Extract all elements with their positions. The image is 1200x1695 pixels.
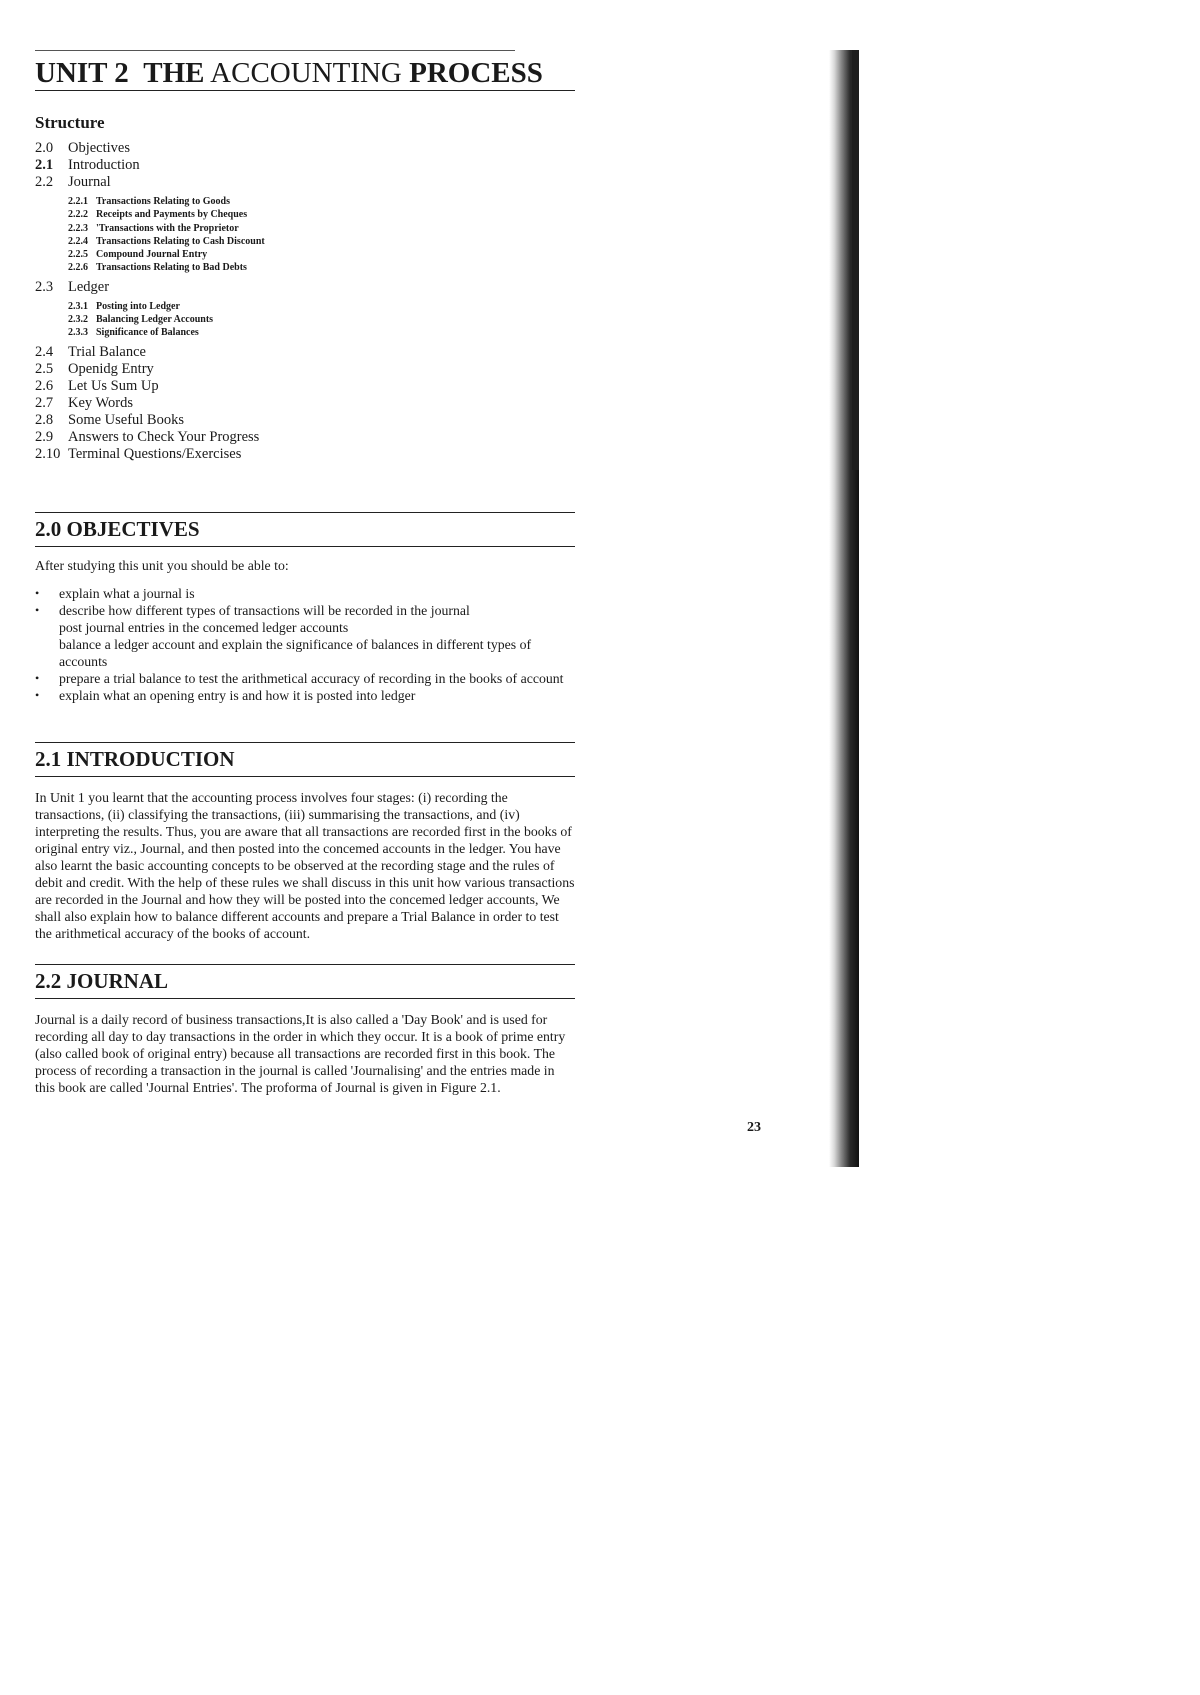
unit-title-the: THE (143, 57, 205, 89)
toc-item: 2.0 Objectives (35, 140, 131, 156)
structure-heading: Structure (35, 113, 105, 132)
toc-item: 2.6 Let Us Sum Up (35, 377, 159, 394)
section-heading-objectives: 2.0 OBJECTIVES (35, 512, 575, 547)
toc-subitem: 2.3.2 Balancing Ledger Accounts (68, 314, 214, 326)
toc-item: 2.3 Ledger (35, 278, 110, 295)
toc-item: 2.5 Openidg Entry (35, 360, 154, 377)
toc-item: 2.8 Some Useful Books (35, 411, 184, 428)
introduction-paragraph: In Unit 1 you learnt that the accounting process involves four stages: (i) recording the transactions, (ii) classifying the transactions, (iii) summarising the transactions, and (iv) interpreting the results. Thus, you are aware that all transactions are recorded first in the books of original entry viz., Journal, and then posted into the concemed accounts in the ledger. You have also learnt the basic accounting concepts to be observed at the recording stage and the rules of debit and credit. With the help of these rules we shall discuss in this unit how various transactions are recorded in the Journal and how they will be posted into the concemed ledger accounts, We shall also explain how to balance different accounts and prepare a Trial Balance in order to test the arithmetical accuracy of the books of account. (35, 790, 575, 941)
toc-item: 2.2 Journal (35, 174, 111, 190)
section-heading-journal: 2.2 JOURNAL (35, 964, 575, 999)
table-of-contents (35, 140, 535, 463)
toc-item: 2.1 Introduction (35, 157, 140, 173)
scan-binding-shadow (852, 50, 859, 470)
toc-subitem: 2.2.6 Transactions Relating to Bad Debts (68, 262, 247, 274)
top-rule (35, 50, 515, 51)
list-item: • explain what an opening entry is and how it is posted into ledger (35, 688, 416, 703)
unit-number: UNIT 2 (35, 57, 129, 89)
toc-subitem: 2.2.5 Compound Journal Entry (68, 249, 208, 261)
list-item: • prepare a trial balance to test the arithmetical accuracy of recording in the books of account (35, 671, 564, 686)
toc-item: 2.10 Terminal Questions/Exercises (35, 445, 242, 462)
objectives-intro: After studying this unit you should be able to: (35, 558, 289, 573)
list-item: balance a ledger account and explain the significance of balances in different types of accounts (59, 637, 532, 669)
toc-subitem: 2.2.2 Receipts and Payments by Cheques (68, 209, 248, 221)
toc-subitem: 2.2.1 Transactions Relating to Goods (68, 196, 230, 207)
toc-item: 2.4 Trial Balance (35, 343, 146, 360)
toc-item: 2.9 Answers to Check Your Progress (35, 428, 260, 445)
list-item: post journal entries in the concemed ledger accounts (59, 620, 349, 635)
objectives-list (35, 585, 575, 704)
section-heading-introduction: 2.1 INTRODUCTION (35, 742, 575, 777)
page-number: 23 (747, 1120, 761, 1135)
list-item: • describe how different types of transactions will be recorded in the journal (35, 603, 470, 618)
list-item: • explain what a journal is (35, 586, 195, 601)
toc-item: 2.7 Key Words (35, 394, 134, 411)
toc-subitem: 2.2.3 'Transactions with the Proprietor (68, 222, 239, 234)
unit-title-middle: ACCOUNTING (210, 57, 402, 89)
toc-subitem: 2.3.3 Significance of Balances (68, 327, 199, 339)
toc-subitem: 2.2.4 Transactions Relating to Cash Discount (68, 235, 265, 247)
unit-title (35, 57, 575, 91)
journal-paragraph: Journal is a daily record of business transactions,It is also called a 'Day Book' and is used for recording all day to day transactions in the order in which they occur. It is a book of prime entry (also called book of original entry) because all transactions are recorded first in this book. The process of recording a transaction in the journal is called 'Journalising' and the entries made in this book are called 'Journal Entries'. The proforma of Journal is given in Figure 2.1. (35, 1012, 566, 1095)
unit-title-process: PROCESS (409, 57, 543, 89)
toc-subitem: 2.3.1 Posting into Ledger (68, 300, 180, 312)
